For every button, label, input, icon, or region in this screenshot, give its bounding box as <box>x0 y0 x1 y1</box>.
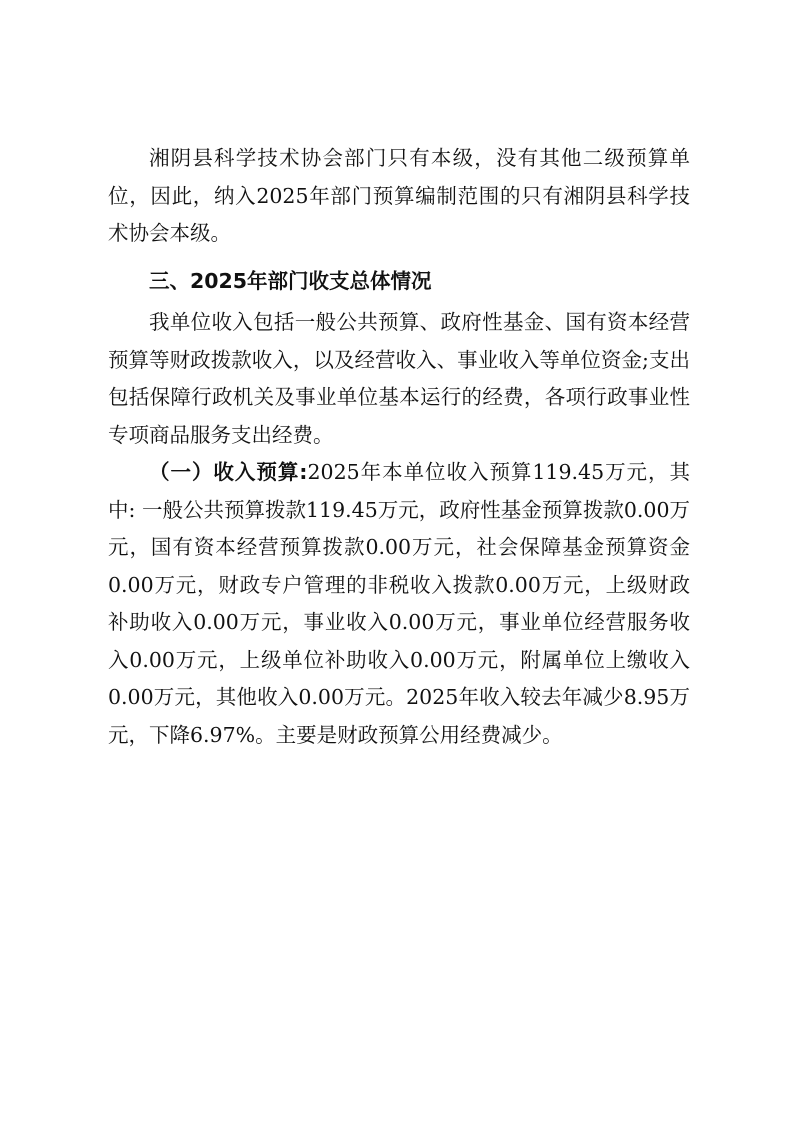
paragraph-income-budget <box>108 454 690 754</box>
section-heading <box>108 263 690 301</box>
income-budget-label: （一）收入预算: <box>149 460 308 484</box>
document-body <box>108 140 690 754</box>
income-budget-text: 2025年本单位收入预算119.45万元，其中: 一般公共预算拨款119.45万元，政府性基金预算拨款0.00万元，国有资本经营预算拨款0.00万元，社会保障基金预算资金0.00万元，财政专户管理的非税收入拨款0.00万元，上级财政补助收入0.00万元，事业收入0.00万元，事业单位经营服务收入0.00万元，上级单位补助收入0.00万元，附属单位上缴收入0.00万元，其他收入0.00万元。2025年收入较去年减少8.95万元，下降6.97%。主要是财政预算公用经费减少。 <box>108 460 690 747</box>
paragraph-income-scope: 我单位收入包括一般公共预算、政府性基金、国有资本经营预算等财政拨款收入，以及经营收入、事业收入等单位资金;支出包括保障行政机关及事业单位基本运行的经费，各项行政事业性专项商品服务支出经费。 <box>108 310 690 447</box>
paragraph-scope: 湘阴县科学技术协会部门只有本级，没有其他二级预算单位，因此，纳入2025年部门预算编制范围的只有湘阴县科学技术协会本级。 <box>108 146 690 245</box>
section-heading-text: 三、2025年部门收支总体情况 <box>149 268 432 293</box>
